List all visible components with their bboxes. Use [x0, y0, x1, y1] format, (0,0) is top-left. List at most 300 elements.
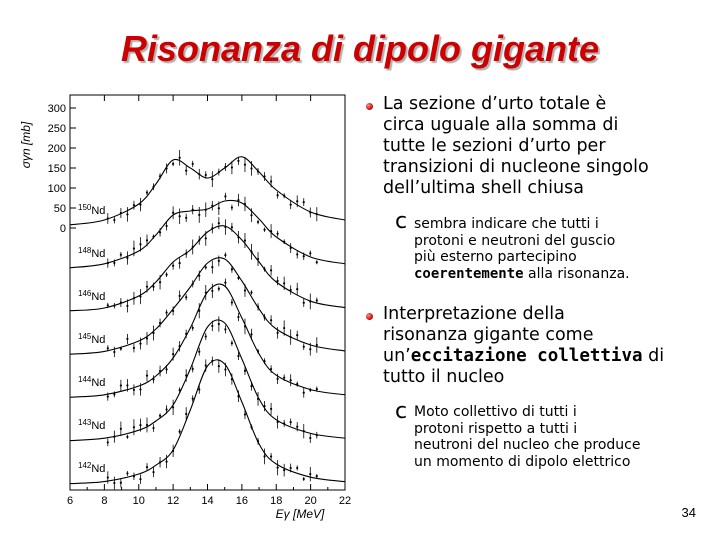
data-point [257, 170, 259, 172]
data-point [231, 166, 233, 168]
data-point [303, 201, 305, 203]
data-point [237, 277, 239, 279]
data-point [165, 225, 167, 227]
data-point [159, 415, 161, 417]
data-point [296, 253, 298, 255]
data-point [185, 217, 187, 219]
data-point [290, 379, 292, 381]
data-point [270, 319, 272, 321]
data-point [126, 338, 128, 340]
data-point [257, 306, 259, 308]
data-point [290, 336, 292, 338]
data-point [316, 213, 318, 215]
data-point [257, 398, 259, 400]
data-point [250, 291, 252, 293]
data-point [179, 389, 181, 391]
data-point [146, 424, 148, 426]
data-point [277, 467, 279, 469]
data-point [205, 174, 207, 176]
data-point [309, 252, 311, 254]
data-point [198, 275, 200, 277]
data-point [277, 194, 279, 196]
data-point [303, 255, 305, 257]
data-point [113, 482, 115, 484]
data-point [205, 266, 207, 268]
data-point [179, 431, 181, 433]
data-point [309, 300, 311, 302]
data-point [211, 290, 213, 292]
data-point [165, 368, 167, 370]
data-point [250, 385, 252, 387]
data-point [185, 374, 187, 376]
data-point [165, 460, 167, 462]
data-point [107, 304, 109, 306]
data-point [218, 288, 220, 290]
data-point [303, 430, 305, 432]
data-point [192, 246, 194, 248]
data-point [113, 393, 115, 395]
data-point [250, 333, 252, 335]
data-point [303, 302, 305, 304]
data-point [237, 236, 239, 238]
nuclide-label-145Nd [78, 332, 105, 346]
data-point [270, 408, 272, 410]
data-point [270, 455, 272, 457]
data-point [277, 332, 279, 334]
data-point [165, 167, 167, 169]
data-point [185, 413, 187, 415]
data-point [277, 378, 279, 380]
series-group-142Nd [70, 357, 345, 490]
x-tick-label: 22 [338, 495, 352, 507]
data-point [263, 175, 265, 177]
y-tick-label: 100 [47, 183, 66, 195]
data-point [224, 282, 226, 284]
data-point [263, 360, 265, 362]
data-point [192, 283, 194, 285]
data-point [165, 274, 167, 276]
data-point [218, 207, 220, 209]
data-point [172, 212, 174, 214]
data-point [139, 295, 141, 297]
data-point [113, 219, 115, 221]
sub-bullet-line: protoni e neutroni del guscio [414, 232, 616, 249]
data-point [296, 426, 298, 428]
x-tick-label: 12 [167, 495, 180, 507]
bullet-1-line: tutte le sezioni d’urto per [383, 136, 606, 156]
data-point [296, 334, 298, 336]
data-point [224, 328, 226, 330]
data-point [263, 316, 265, 318]
data-point [107, 347, 109, 349]
data-point [316, 434, 318, 436]
data-point [244, 239, 246, 241]
data-point [283, 377, 285, 379]
data-point [107, 441, 109, 443]
data-point [257, 221, 259, 223]
data-point [152, 427, 154, 429]
data-point [270, 180, 272, 182]
y-axis-label: σγn [mb] [19, 121, 33, 169]
data-point [296, 288, 298, 290]
sub-bullet-icon: c [395, 209, 408, 234]
data-point [205, 335, 207, 337]
sub-bullet-1-text [414, 216, 714, 282]
data-point [257, 258, 259, 260]
nuclide-label-144Nd [78, 375, 105, 389]
data-point [218, 171, 220, 173]
data-point [270, 230, 272, 232]
bullet-2-text [383, 304, 713, 388]
data-point [244, 325, 246, 327]
data-point [139, 478, 141, 480]
data-point [309, 437, 311, 439]
nuclide-mass: 148 [78, 246, 92, 255]
data-point [263, 405, 265, 407]
data-point [133, 475, 135, 477]
data-point [133, 426, 135, 428]
data-point [159, 231, 161, 233]
bullet-1-text [383, 94, 713, 199]
data-point [152, 235, 154, 237]
data-point [113, 262, 115, 264]
data-point [257, 440, 259, 442]
emphasis-coerentemente: coerentemente [414, 265, 524, 282]
bullet-1-line: dell’ultima shell chiusa [383, 178, 584, 198]
data-point [185, 253, 187, 255]
fit-curve-143Nd [70, 320, 345, 441]
emphasis-eccitazione-collettiva: eccitazione collettiva [410, 346, 643, 366]
data-point [126, 472, 128, 474]
data-point [277, 233, 279, 235]
data-point [290, 467, 292, 469]
data-point [126, 436, 128, 438]
data-point [192, 368, 194, 370]
data-point [283, 469, 285, 471]
data-point [107, 217, 109, 219]
x-axis-label: Eγ [MeV] [275, 507, 325, 521]
data-point [309, 389, 311, 391]
data-point [296, 383, 298, 385]
data-point [296, 467, 298, 469]
data-point [231, 206, 233, 208]
nuclide-mass: 146 [78, 289, 92, 298]
nuclide-mass: 143 [78, 418, 92, 427]
data-point [283, 422, 285, 424]
data-point [316, 299, 318, 301]
data-point [133, 389, 135, 391]
data-point [257, 350, 259, 352]
series-group-144Nd [70, 279, 345, 401]
data-point [113, 305, 115, 307]
sub-bullet-icon: c [395, 399, 408, 424]
data-point [185, 170, 187, 172]
sub-bullet-line: sembra indicare che tutti i [414, 216, 599, 232]
data-point [120, 301, 122, 303]
data-point [146, 191, 148, 193]
data-point [126, 213, 128, 215]
bullet-dot-icon [366, 313, 373, 320]
data-point [224, 254, 226, 256]
data-point [231, 378, 233, 380]
data-point [211, 360, 213, 362]
data-point [198, 173, 200, 175]
data-point [146, 239, 148, 241]
data-point [146, 375, 148, 377]
y-tick-label: 300 [47, 103, 66, 115]
bullet-2-line: risonanza gigante come [383, 325, 594, 345]
data-point [263, 229, 265, 231]
data-point [309, 473, 311, 475]
nuclide-label-143Nd [78, 418, 105, 432]
data-point [250, 167, 252, 169]
data-point [205, 291, 207, 293]
fit-curve-146Nd [70, 226, 345, 311]
data-point [250, 251, 252, 253]
data-point [152, 378, 154, 380]
data-point [185, 296, 187, 298]
data-point [211, 325, 213, 327]
x-tick-label: 8 [101, 495, 108, 507]
data-point [179, 157, 181, 159]
data-point [290, 204, 292, 206]
data-point [250, 426, 252, 428]
x-tick-label: 14 [201, 495, 214, 507]
x-tick-label: 18 [270, 495, 283, 507]
data-point [126, 257, 128, 259]
y-tick-label: 150 [47, 163, 66, 175]
nuclide-mass: 145 [78, 332, 92, 341]
data-point [290, 289, 292, 291]
data-point [237, 199, 239, 201]
data-point [159, 281, 161, 283]
data-point [211, 227, 213, 229]
data-point [152, 332, 154, 334]
data-point [198, 388, 200, 390]
data-point [192, 209, 194, 211]
data-point [172, 265, 174, 267]
data-point [218, 222, 220, 224]
data-point [185, 333, 187, 335]
data-point [165, 408, 167, 410]
fit-curve-142Nd [70, 360, 345, 484]
data-point [120, 212, 122, 214]
series-group-150Nd [70, 150, 345, 225]
data-point [159, 461, 161, 463]
nuclide-element: Nd [91, 334, 106, 346]
nuclide-element: Nd [91, 377, 106, 389]
data-point [120, 482, 122, 484]
nuclide-element: Nd [91, 248, 106, 260]
data-point [172, 450, 174, 452]
data-point [244, 413, 246, 415]
data-point [224, 166, 226, 168]
data-point [244, 289, 246, 291]
sub-bullet-line: neutroni del nucleo che produce [414, 437, 641, 453]
data-point [205, 364, 207, 366]
sub-bullet-line: un momento di dipolo elettrico [414, 453, 631, 470]
data-point [283, 327, 285, 329]
data-point [126, 384, 128, 386]
nuclide-element: Nd [91, 291, 106, 303]
data-point [250, 214, 252, 216]
data-point [263, 268, 265, 270]
data-point [146, 337, 148, 339]
data-point [120, 384, 122, 386]
data-point [172, 353, 174, 355]
bullet-1-line: La sezione d’urto totale è [383, 94, 607, 114]
data-point [309, 211, 311, 213]
data-point [120, 254, 122, 256]
bullet-dot-icon [366, 103, 373, 110]
data-point [198, 351, 200, 353]
data-point [172, 163, 174, 165]
nuclide-label-146Nd [78, 289, 105, 303]
data-point [133, 347, 135, 349]
data-point [113, 351, 115, 353]
data-point [290, 247, 292, 249]
x-tick-label: 20 [304, 495, 317, 507]
data-point [244, 203, 246, 205]
cross-section-chart [0, 85, 360, 530]
data-point [146, 286, 148, 288]
data-point [296, 200, 298, 202]
nuclide-label-150Nd [78, 203, 105, 217]
data-point [192, 163, 194, 165]
data-point [231, 301, 233, 303]
data-point [107, 476, 109, 478]
data-point [218, 323, 220, 325]
data-point [172, 406, 174, 408]
data-point [159, 175, 161, 177]
data-point [237, 316, 239, 318]
data-point [159, 322, 161, 324]
data-point [139, 203, 141, 205]
nuclide-element: Nd [91, 420, 106, 432]
slide-title: Risonanza di dipolo gigante [120, 28, 599, 69]
data-point [218, 365, 220, 367]
x-tick-label: 10 [132, 495, 145, 507]
fit-curve-150Nd [70, 157, 345, 225]
data-point [159, 370, 161, 372]
data-point [224, 195, 226, 197]
data-point [139, 424, 141, 426]
nuclide-element: Nd [91, 205, 106, 217]
data-point [126, 305, 128, 307]
y-tick-label: 0 [59, 223, 66, 235]
bullet-2-line: tutto il nucleo [383, 367, 505, 387]
y-tick-label: 50 [53, 203, 66, 215]
nuclide-element: Nd [91, 463, 106, 475]
data-point [244, 163, 246, 165]
data-point [120, 428, 122, 430]
data-point [270, 368, 272, 370]
data-point [231, 226, 233, 228]
series-group-146Nd [70, 217, 345, 312]
nuclide-label-142Nd [78, 461, 105, 475]
data-point [152, 186, 154, 188]
data-point [283, 241, 285, 243]
data-point [139, 342, 141, 344]
data-point [263, 455, 265, 457]
data-point [205, 209, 207, 211]
data-point [139, 388, 141, 390]
data-point [270, 269, 272, 271]
data-point [224, 368, 226, 370]
data-point [198, 214, 200, 216]
sub-bullet-line: coerentemente alla risonanza. [414, 265, 630, 282]
sub-bullet-line: più esterno partecipino [414, 249, 577, 265]
data-point [107, 396, 109, 398]
data-point [205, 237, 207, 239]
data-point [231, 342, 233, 344]
data-point [179, 295, 181, 297]
data-point [179, 262, 181, 264]
data-point [290, 421, 292, 423]
data-point [231, 268, 233, 270]
data-point [198, 310, 200, 312]
data-point [316, 388, 318, 390]
data-point [172, 310, 174, 312]
data-point [133, 204, 135, 206]
y-tick-label: 200 [47, 143, 66, 155]
data-point [303, 478, 305, 480]
data-point [237, 395, 239, 397]
bullet-1-line: transizioni di nucleone singolo [383, 157, 649, 177]
sub-bullet-2-text [414, 404, 714, 470]
data-point [211, 205, 213, 207]
sub-bullet-line: protoni rispetto a tutti i [414, 420, 578, 437]
data-point [120, 348, 122, 350]
page-number: 34 [681, 505, 696, 520]
data-point [316, 344, 318, 346]
data-point [303, 392, 305, 394]
nuclide-label-148Nd [78, 246, 105, 260]
data-point [237, 355, 239, 357]
bullet-2-line: Interpretazione della [383, 304, 565, 324]
bullet-2-line: un’eccitazione collettiva di [383, 346, 665, 366]
data-point [107, 262, 109, 264]
data-point [316, 261, 318, 263]
data-point [283, 282, 285, 284]
data-point [237, 160, 239, 162]
data-point [139, 243, 141, 245]
sub-bullet-line: Moto collettivo di tutti i [414, 404, 577, 420]
chart-series [70, 150, 345, 489]
data-point [316, 475, 318, 477]
data-point [211, 178, 213, 180]
data-point [283, 195, 285, 197]
data-point [192, 327, 194, 329]
x-tick-label: 16 [235, 495, 248, 507]
nuclide-mass: 144 [78, 375, 92, 384]
series-group-143Nd [70, 316, 345, 446]
nuclide-mass: 150 [78, 203, 92, 212]
data-point [152, 286, 154, 288]
data-point [165, 312, 167, 314]
data-point [192, 398, 194, 400]
data-point [179, 215, 181, 217]
data-point [198, 239, 200, 241]
data-point [244, 370, 246, 372]
bullet-1-line: circa uguale alla somma di [383, 115, 619, 135]
data-point [152, 471, 154, 473]
y-tick-label: 250 [47, 123, 66, 135]
data-point [303, 346, 305, 348]
data-point [211, 266, 213, 268]
data-point [277, 280, 279, 282]
data-point [179, 345, 181, 347]
